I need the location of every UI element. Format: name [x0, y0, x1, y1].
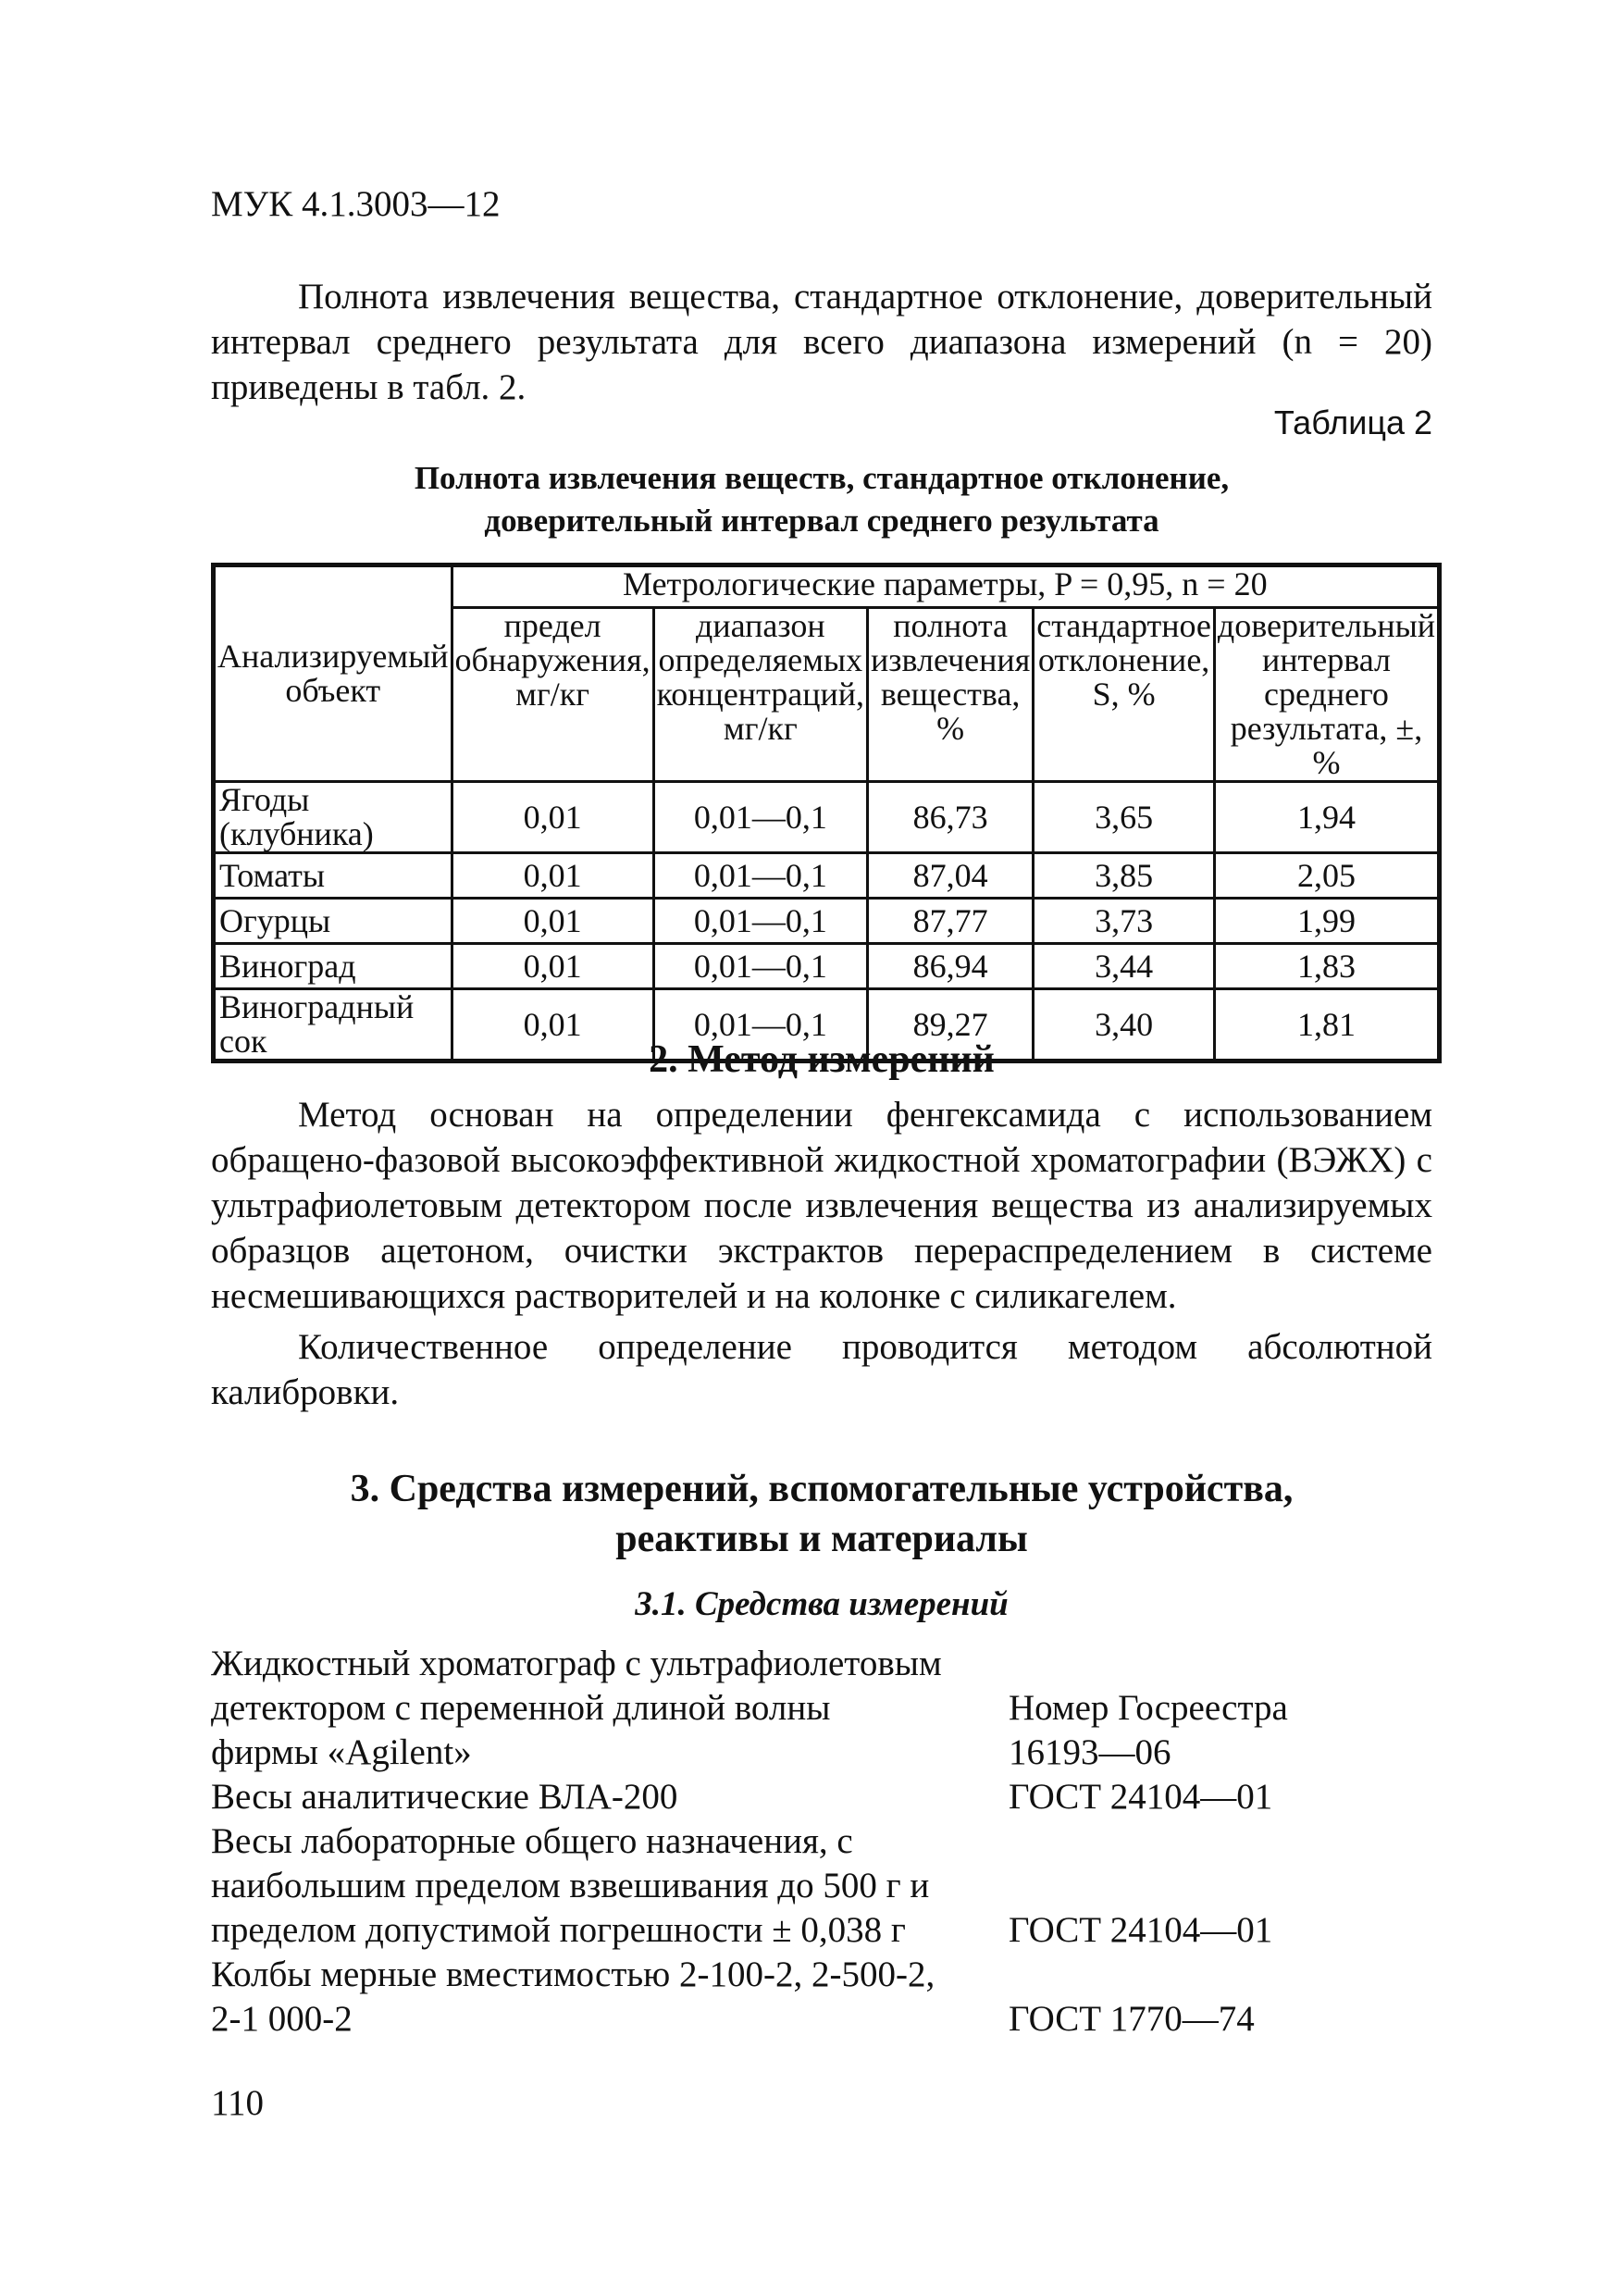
table-cell-object: Виноград [214, 944, 452, 989]
table-cell-object: Огурцы [214, 899, 452, 944]
subsection-3-1-heading: 3.1. Средства измерений [635, 1585, 1009, 1623]
equipment-name [211, 1642, 1007, 1775]
equipment-name-line: детектором с переменной длиной волны [211, 1688, 831, 1728]
table-cell: 1,94 [1214, 782, 1439, 853]
equipment-name-line: Колбы мерные вместимостью 2-100-2, 2-500-2, [211, 1955, 935, 1994]
table-cell: 86,94 [868, 944, 1034, 989]
table-cell: 0,01—0,1 [653, 853, 867, 899]
equipment-name [211, 1775, 1007, 1819]
section-3-heading-line-1: 3. Средства измерений, вспомогательные устройства, [350, 1468, 1294, 1510]
table-cell: 0,01 [452, 899, 653, 944]
equipment-reference-line: Номер Госреестра [1009, 1688, 1288, 1728]
table-cell: 1,83 [1214, 944, 1439, 989]
column-header: полнота извлечения вещества, % [868, 608, 1034, 782]
table-cell: 0,01—0,1 [653, 944, 867, 989]
equipment-reference-line: ГОСТ 24104—01 [1009, 1910, 1273, 1950]
equipment-name-line: наибольшим пределом взвешивания до 500 г и [211, 1866, 930, 1905]
table-cell: 0,01 [452, 782, 653, 853]
table-row [214, 853, 1440, 899]
table-cell: 3,85 [1034, 853, 1215, 899]
equipment-name-line: Весы лабораторные общего назначения, с [211, 1821, 853, 1861]
equipment-name-line: Весы аналитические ВЛА-200 [211, 1777, 678, 1817]
page-number: 110 [211, 2083, 265, 2123]
equipment-reference [1009, 1775, 1272, 1819]
equipment-reference [1009, 1686, 1288, 1775]
table-cell: 3,73 [1034, 899, 1215, 944]
table-cell: 1,99 [1214, 899, 1439, 944]
intro-text: Полнота извлечения вещества, стандартное отклонение, доверительный интервал среднего результата для всего диапазона измерений (n = 20) приведены в табл. 2. [211, 277, 1432, 407]
table-cell: 0,01—0,1 [653, 989, 867, 1061]
section-2-paragraph-1: Метод основан на определении фенгексамида с использованием обращено-фазовой высокоэффективной жидкостной хроматографии (ВЭЖХ) с ультрафиолетовым детектором после извлечения вещества из анализируемых образцов ацетоном, очистки экстрактов перераспределением в системе несмешивающихся растворителей и на колонке с силикагелем. [211, 1095, 1432, 1316]
list-item [211, 1775, 1432, 1819]
table-cell-object: Ягоды (клубника) [214, 782, 452, 853]
section-2-body [211, 1092, 1432, 1415]
table-cell: 87,77 [868, 899, 1034, 944]
equipment-name-line: фирмы «Agilent» [211, 1732, 472, 1772]
table-title-line-1: Полнота извлечения веществ, стандартное отклонение, [414, 460, 1230, 496]
table-title-line-2: доверительный интервал среднего результата [484, 503, 1159, 539]
table-cell: 89,27 [868, 989, 1034, 1061]
list-item [211, 1642, 1432, 1775]
equipment-reference-line: 16193—06 [1009, 1732, 1171, 1772]
column-header-object: Анализируемый объект [214, 565, 452, 782]
table-cell: 3,40 [1034, 989, 1215, 1061]
table-cell: 86,73 [868, 782, 1034, 853]
table-cell: 2,05 [1214, 853, 1439, 899]
table-cell: 87,04 [868, 853, 1034, 899]
table-cell: 0,01—0,1 [653, 782, 867, 853]
column-header: доверительный интервал среднего результата, ±, % [1214, 608, 1439, 782]
group-header: Метрологические параметры, P = 0,95, n = 20 [452, 565, 1440, 608]
equipment-reference-line: ГОСТ 24104—01 [1009, 1777, 1273, 1817]
equipment-name-line: пределом допустимой погрешности ± 0,038 г [211, 1910, 906, 1950]
table-row [214, 782, 1440, 853]
document-code-header: МУК 4.1.3003—12 [211, 184, 501, 224]
table-title [211, 457, 1432, 542]
column-header: диапазон определяемых концентраций, мг/кг [653, 608, 867, 782]
table-cell: 1,81 [1214, 989, 1439, 1061]
equipment-name-line: Жидкостный хроматограф с ультрафиолетовым [211, 1644, 942, 1683]
section-3-heading [211, 1464, 1432, 1564]
table-label: Таблица 2 [1273, 403, 1432, 441]
metrology-table [211, 563, 1442, 1063]
table-cell: 0,01—0,1 [653, 899, 867, 944]
section-2-heading: 2. Метод измерений [649, 1038, 995, 1081]
section-3-heading-line-2: реактивы и материалы [615, 1518, 1028, 1560]
equipment-reference-line: ГОСТ 1770—74 [1009, 1999, 1255, 2039]
equipment-name [211, 1819, 1007, 1953]
intro-paragraph [211, 274, 1432, 410]
column-header: предел обнаружения, мг/кг [452, 608, 653, 782]
table-row [214, 899, 1440, 944]
equipment-name-line: 2-1 000-2 [211, 1999, 353, 2039]
list-item [211, 1953, 1432, 2042]
list-item [211, 1819, 1432, 1953]
table-cell: 0,01 [452, 853, 653, 899]
table-cell: 3,65 [1034, 782, 1215, 853]
table-cell-object: Томаты [214, 853, 452, 899]
equipment-reference [1009, 1908, 1272, 1953]
column-header: стандартное отклонение, S, % [1034, 608, 1215, 782]
section-2-paragraph-2: Количественное определение проводится методом абсолютной калибровки. [211, 1327, 1432, 1412]
table-cell: 3,44 [1034, 944, 1215, 989]
table-cell-object: Виноградный сок [214, 989, 452, 1061]
equipment-list [211, 1642, 1432, 2042]
equipment-name [211, 1953, 1007, 2042]
table-row [214, 944, 1440, 989]
table-cell: 0,01 [452, 944, 653, 989]
table-cell: 0,01 [452, 989, 653, 1061]
equipment-reference [1009, 1997, 1255, 2042]
